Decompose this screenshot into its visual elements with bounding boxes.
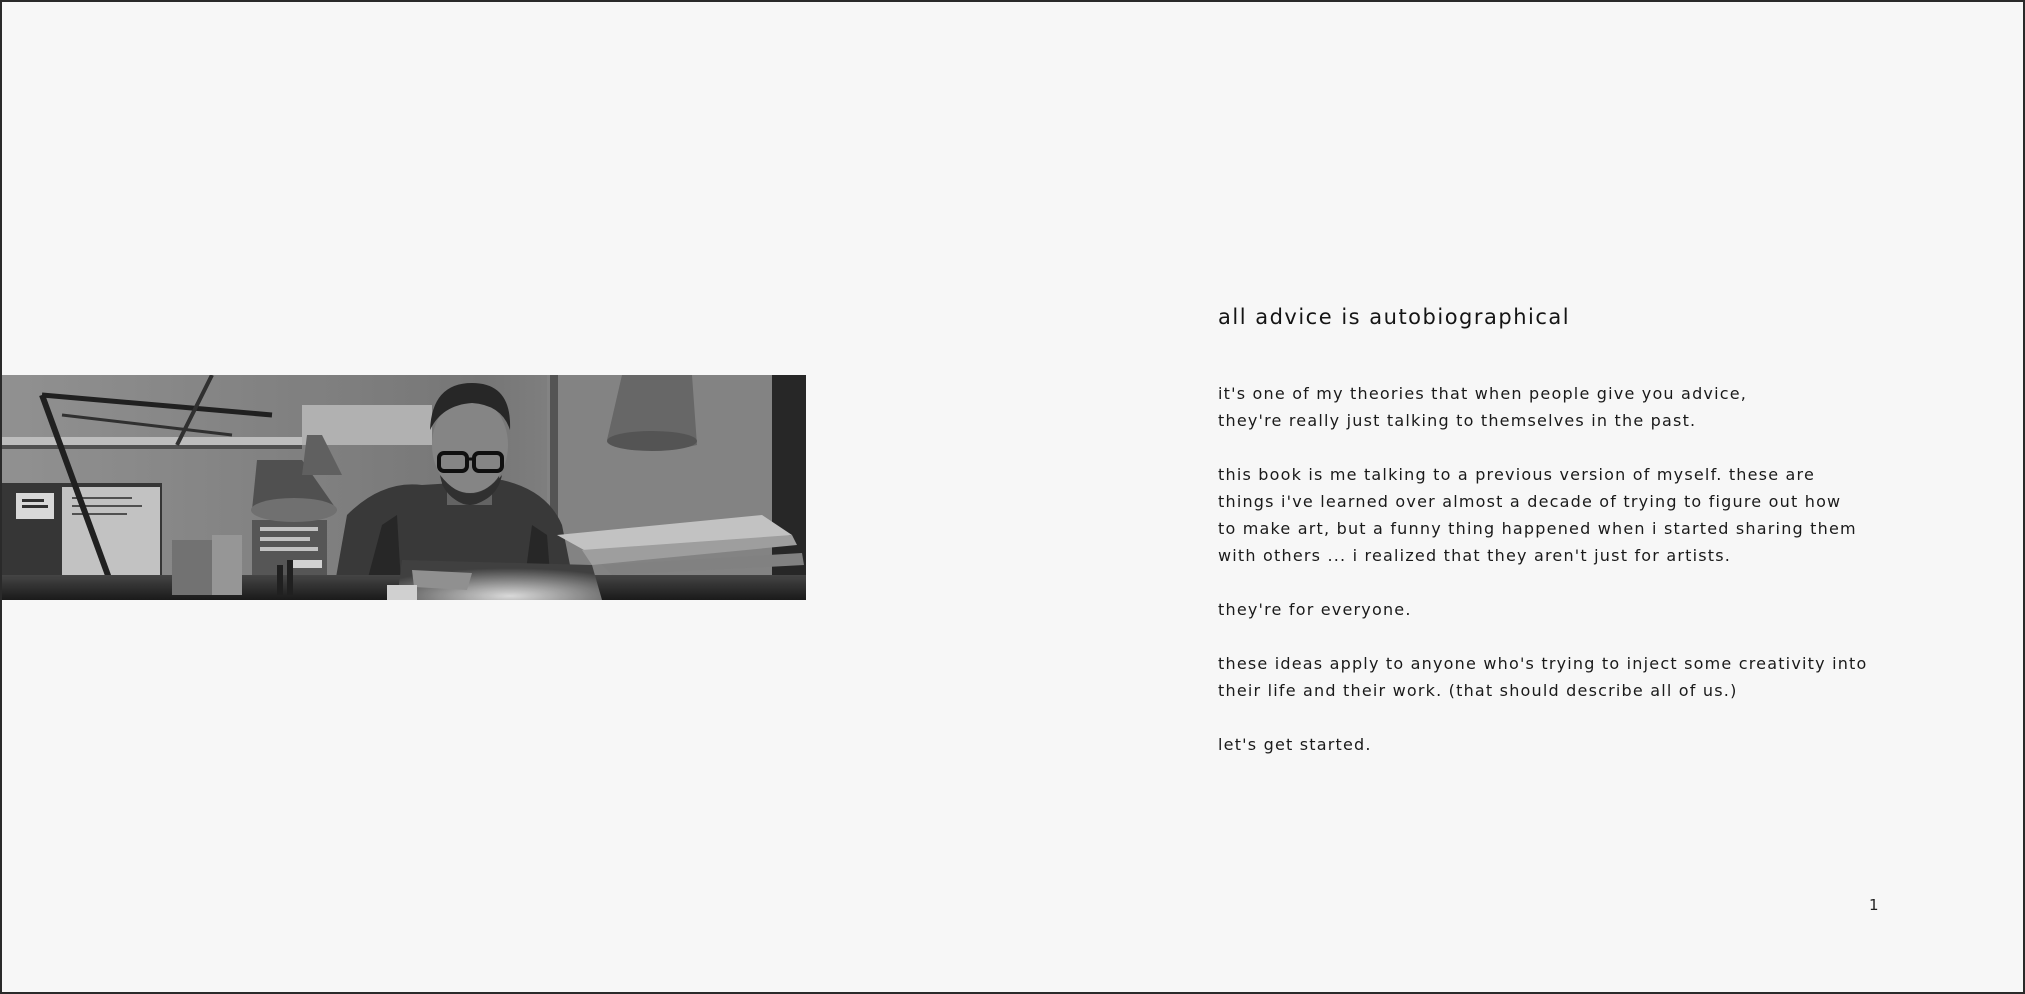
page-number: 1 <box>1869 896 1879 914</box>
paragraph-line: these ideas apply to anyone who's trying to inject some creativity into <box>1218 654 1868 673</box>
paragraph-line: to make art, but a funny thing happened when i started sharing them <box>1218 519 1857 538</box>
paragraph-3 <box>1218 596 1908 623</box>
photo-man-at-desk <box>2 375 806 600</box>
paragraph-line: let's get started. <box>1218 735 1372 754</box>
paragraph-2 <box>1218 461 1908 569</box>
page-title: all advice is autobiographical <box>1218 305 1571 329</box>
paragraph-1 <box>1218 380 1908 434</box>
paragraph-4 <box>1218 650 1908 704</box>
paragraph-line: things i've learned over almost a decade of trying to figure out how <box>1218 492 1842 511</box>
paragraph-line: this book is me talking to a previous version of myself. these are <box>1218 465 1816 484</box>
text-column <box>1218 300 1908 785</box>
paragraph-line: with others ... i realized that they aren't just for artists. <box>1218 546 1732 565</box>
paragraph-line: it's one of my theories that when people give you advice, <box>1218 384 1748 403</box>
paragraph-line: they're really just talking to themselves in the past. <box>1218 411 1697 430</box>
paragraph-line: their life and their work. (that should describe all of us.) <box>1218 681 1738 700</box>
paragraph-5 <box>1218 731 1908 758</box>
photo-illustration <box>2 375 806 600</box>
paragraph-line: they're for everyone. <box>1218 600 1412 619</box>
